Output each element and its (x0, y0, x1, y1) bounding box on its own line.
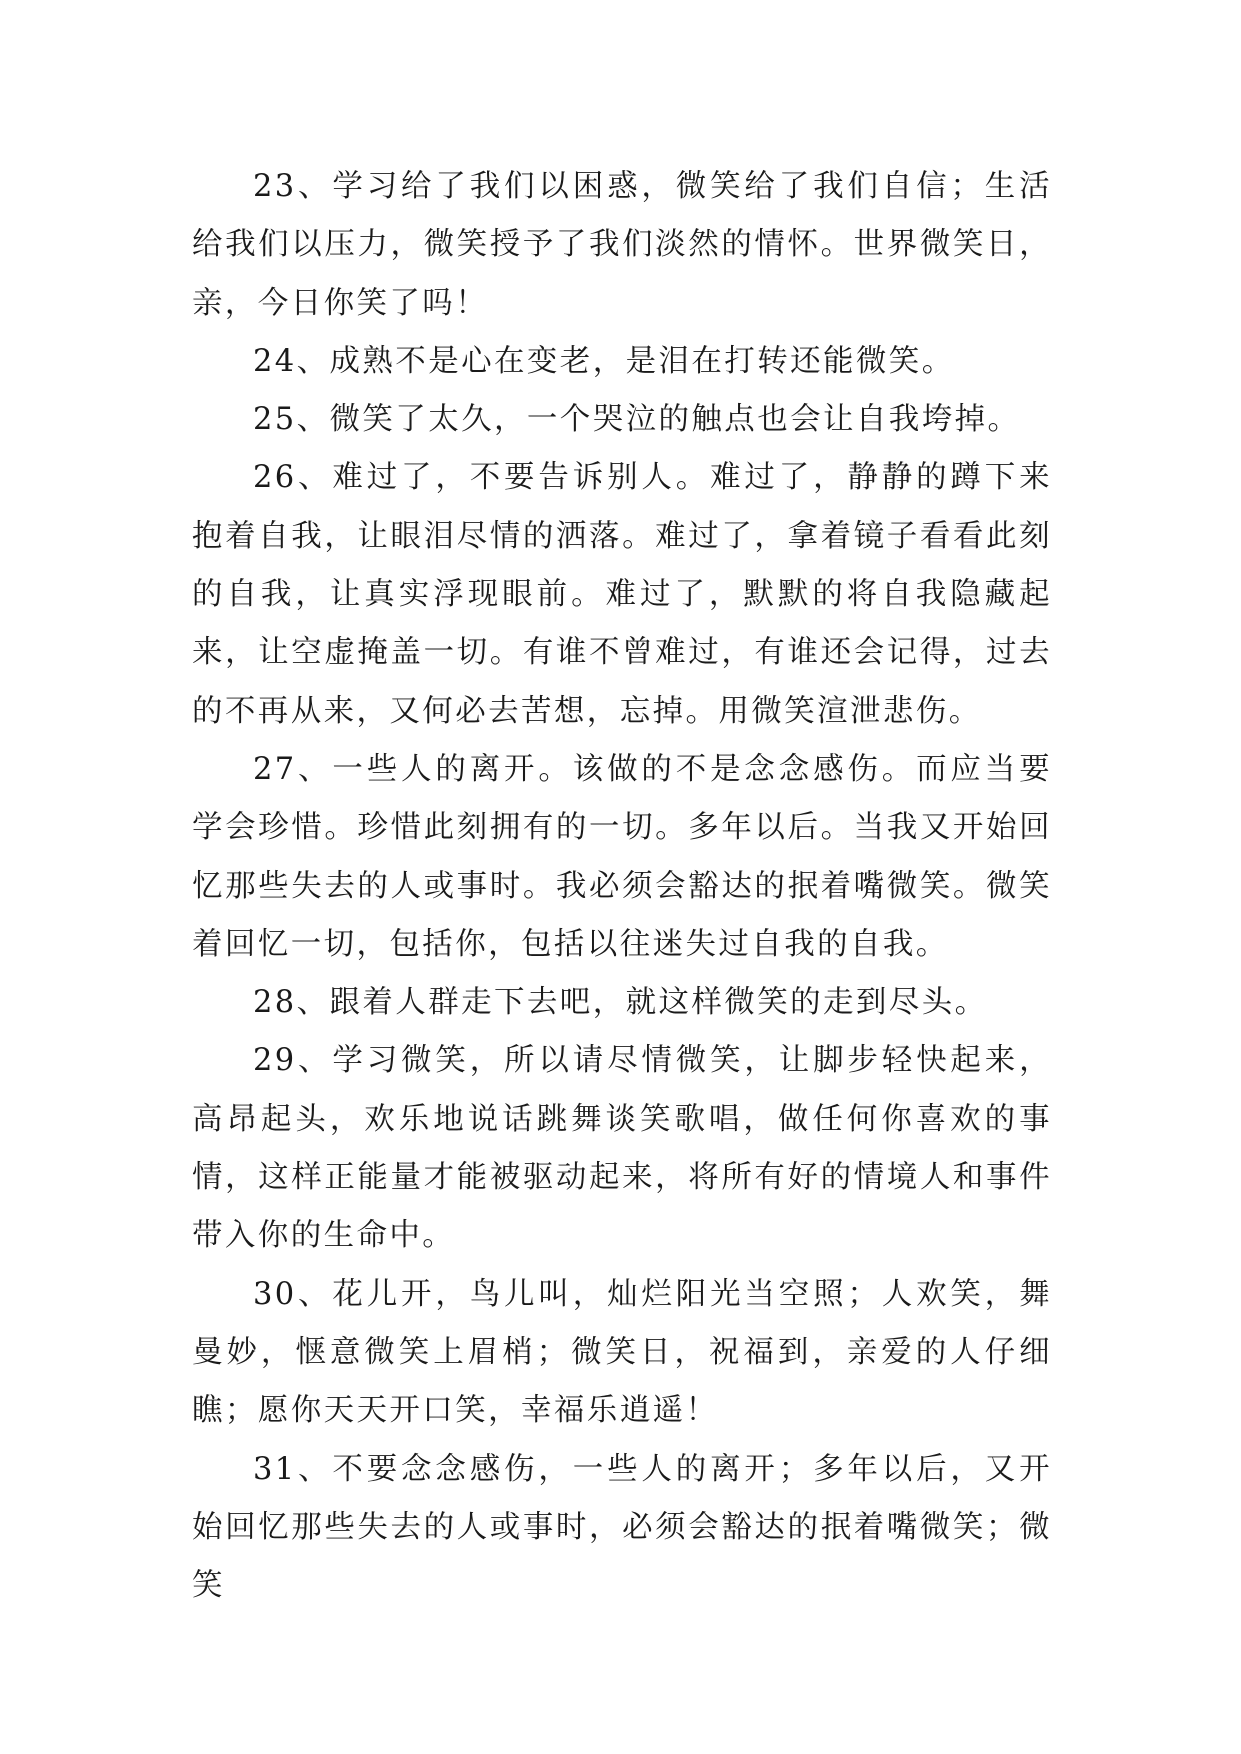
paragraph-23: 23、学习给了我们以困惑，微笑给了我们自信；生活给我们以压力，微笑授予了我们淡然的情怀。世界微笑日，亲，今日你笑了吗！ (192, 169, 1052, 321)
paragraph-29: 29、学习微笑，所以请尽情微笑，让脚步轻快起来，高昂起头，欢乐地说话跳舞谈笑歌唱，做任何你喜欢的事情，这样正能量才能被驱动起来，将所有好的情境人和事件带入你的生命中。 (192, 1043, 1052, 1254)
paragraph-28: 28、跟着人群走下去吧，就这样微笑的走到尽头。 (253, 985, 988, 1021)
paragraph-30: 30、花儿开，鸟儿叫，灿烂阳光当空照；人欢笑，舞曼妙，惬意微笑上眉梢；微笑日，祝福到，亲爱的人仔细瞧；愿你天天开口笑，幸福乐逍遥！ (192, 1276, 1052, 1429)
paragraph-25: 25、微笑了太久，一个哭泣的触点也会让自我垮掉。 (253, 402, 1021, 438)
document-body (192, 158, 1052, 1615)
paragraph-27: 27、一些人的离开。该做的不是念念感伤。而应当要学会珍惜。珍惜此刻拥有的一切。多年以后。当我又开始回忆那些失去的人或事时。我必须会豁达的抿着嘴微笑。微笑着回忆一切，包括你，包括以往迷失过自我的自我。 (192, 751, 1052, 962)
paragraph-26: 26、难过了，不要告诉别人。难过了，静静的蹲下来抱着自我，让眼泪尽情的洒落。难过了，拿着镜子看看此刻的自我，让真实浮现眼前。难过了，默默的将自我隐藏起来，让空虚掩盖一切。有谁不曾难过，有谁还会记得，过去的不再从来，又何必去苦想，忘掉。用微笑渲泄悲伤。 (192, 460, 1052, 729)
paragraph-24: 24、成熟不是心在变老，是泪在打转还能微笑。 (253, 343, 955, 379)
paragraph-31: 31、不要念念感伤，一些人的离开；多年以后，又开始回忆那些失去的人或事时，必须会豁达的抿着嘴微笑；微笑 (192, 1451, 1052, 1604)
